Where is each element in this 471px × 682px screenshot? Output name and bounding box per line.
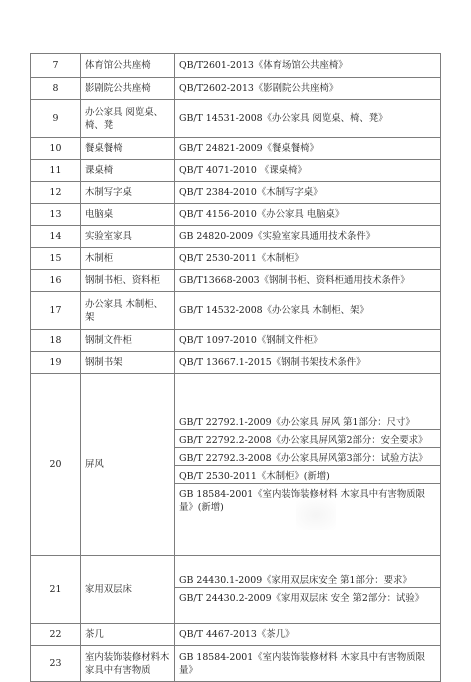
standard-text: QB/T 2530-2011《木制柜》 <box>179 253 304 264</box>
product-name: 电脑桌 <box>81 204 175 226</box>
product-name: 体育馆公共座椅 <box>81 54 175 78</box>
product-name: 办公家具 木制柜、架 <box>81 292 175 330</box>
scan-smudge <box>296 500 336 530</box>
standard-text: GB 24820-2009《实验室家具通用技术条件》 <box>179 231 376 242</box>
standard-cell <box>175 556 441 624</box>
row-number: 12 <box>31 182 81 204</box>
row-number: 22 <box>31 624 81 646</box>
standard-cell <box>175 646 441 682</box>
standard-text: QB/T 2530-2011《木制柜》(新增) <box>175 465 440 483</box>
standard-cell <box>175 100 441 138</box>
standard-text: QB/T2601-2013《体育场馆公共座椅》 <box>179 60 348 71</box>
row-number: 19 <box>31 352 81 374</box>
standard-cell <box>175 270 441 292</box>
standard-text: GB/T 22792.3-2008《办公家具屏风第3部分：试验方法》 <box>175 447 440 465</box>
standard-text: GB/T 24821-2009《餐桌餐椅》 <box>179 143 319 154</box>
standard-cell <box>175 204 441 226</box>
standards-table-body <box>31 54 441 682</box>
product-name: 钢制书架 <box>81 352 175 374</box>
product-name: 室内装饰装修材料木家具中有害物质 <box>81 646 175 682</box>
row-number: 8 <box>31 78 81 100</box>
table-row <box>31 248 441 270</box>
table-row <box>31 78 441 100</box>
standard-cell <box>175 624 441 646</box>
standard-cell <box>175 248 441 270</box>
standard-cell <box>175 54 441 78</box>
product-name: 餐桌餐椅 <box>81 138 175 160</box>
product-name: 家用双层床 <box>81 556 175 624</box>
row-number: 9 <box>31 100 81 138</box>
row-number: 18 <box>31 330 81 352</box>
row-number: 21 <box>31 556 81 624</box>
standard-text: QB/T 2384-2010《木制写字桌》 <box>179 187 323 198</box>
standard-cell <box>175 182 441 204</box>
table-row <box>31 54 441 78</box>
table-row <box>31 330 441 352</box>
product-name: 课桌椅 <box>81 160 175 182</box>
product-name: 屏风 <box>81 374 175 556</box>
standard-cell <box>175 160 441 182</box>
product-name: 木制柜 <box>81 248 175 270</box>
product-name: 办公家具 阅览桌、椅、凳 <box>81 100 175 138</box>
product-name: 影剧院公共座椅 <box>81 78 175 100</box>
table-row <box>31 138 441 160</box>
row-number: 10 <box>31 138 81 160</box>
standard-text: GB 18584-2001《室内装饰装修材料 木家具中有害物质限量》(新增) <box>175 483 440 514</box>
standard-text: QB/T 13667.1-2015《钢制书架技术条件》 <box>179 357 366 368</box>
standard-text: QB/T 4071-2010 《课桌椅》 <box>179 165 307 176</box>
table-row <box>31 374 441 556</box>
standard-text: GB/T 22792.1-2009《办公家具 屏风 第1部分：尺寸》 <box>179 416 415 428</box>
product-name: 茶几 <box>81 624 175 646</box>
row-number: 16 <box>31 270 81 292</box>
table-row <box>31 624 441 646</box>
product-name: 钢制文件柜 <box>81 330 175 352</box>
standard-cell <box>175 78 441 100</box>
standard-text: GB/T 14531-2008《办公家具 阅览桌、椅、凳》 <box>179 113 388 124</box>
table-row <box>31 182 441 204</box>
row-number: 7 <box>31 54 81 78</box>
table-row <box>31 160 441 182</box>
standard-text: GB/T 14532-2008《办公家具 木制柜、架》 <box>179 305 369 316</box>
table-row <box>31 352 441 374</box>
table-row <box>31 226 441 248</box>
standard-text: QB/T 4156-2010《办公家具 电脑桌》 <box>179 209 345 220</box>
standard-cell <box>175 292 441 330</box>
row-number: 11 <box>31 160 81 182</box>
product-name: 钢制书柜、资料柜 <box>81 270 175 292</box>
row-number: 15 <box>31 248 81 270</box>
table-row <box>31 204 441 226</box>
standard-cell <box>175 138 441 160</box>
standard-text: QB/T 4467-2013《茶几》 <box>179 629 295 640</box>
standard-text: QB/T2602-2013《影剧院公共座椅》 <box>179 83 339 94</box>
standard-cell <box>175 226 441 248</box>
row-number: 23 <box>31 646 81 682</box>
product-name: 木制写字桌 <box>81 182 175 204</box>
standard-text: GB/T 24430.2-2009《家用双层床 安全 第2部分：试验》 <box>175 587 440 605</box>
standard-text: GB 18584-2001《室内装饰装修材料 木家具中有害物质限量》 <box>179 651 425 676</box>
row-number: 13 <box>31 204 81 226</box>
standard-text: GB/T13668-2003《钢制书柜、资料柜通用技术条件》 <box>179 275 410 286</box>
table-row <box>31 292 441 330</box>
standard-cell <box>175 352 441 374</box>
table-row <box>31 100 441 138</box>
row-number: 20 <box>31 374 81 556</box>
table-row <box>31 646 441 682</box>
standard-text: GB/T 22792.2-2008《办公家具屏风第2部分：安全要求》 <box>175 429 440 447</box>
table-row <box>31 270 441 292</box>
standard-text: QB/T 1097-2010《钢制文件柜》 <box>179 335 323 346</box>
row-number: 14 <box>31 226 81 248</box>
standard-cell <box>175 330 441 352</box>
table-row <box>31 556 441 624</box>
product-name: 实验室家具 <box>81 226 175 248</box>
row-number: 17 <box>31 292 81 330</box>
standard-text: GB 24430.1-2009《家用双层床安全 第1部分：要求》 <box>179 575 412 586</box>
standards-table <box>30 53 441 682</box>
